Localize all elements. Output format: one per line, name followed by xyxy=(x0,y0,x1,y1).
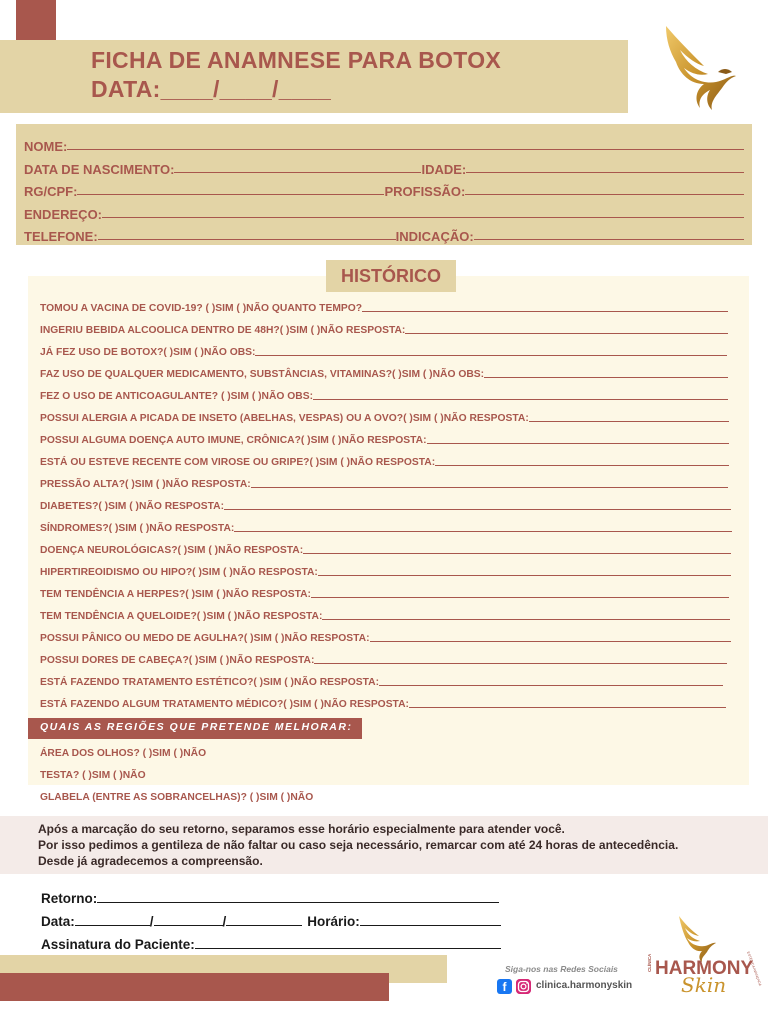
question-row[interactable]: PRESSÃO ALTA?( )SIM ( )NÃO RESPOSTA: xyxy=(40,476,728,490)
question-row[interactable]: POSSUI ALGUMA DOENÇA AUTO IMUNE, CRÔNICA?( )SIM ( )NÃO RESPOSTA: xyxy=(40,432,729,446)
instagram-icon[interactable] xyxy=(516,979,531,994)
harmony-skin-logo xyxy=(645,912,763,1002)
answer-line[interactable] xyxy=(379,685,723,686)
question-row[interactable]: ESTÁ OU ESTEVE RECENTE COM VIROSE OU GRIPE?( )SIM ( )NÃO RESPOSTA: xyxy=(40,454,729,468)
answer-line[interactable] xyxy=(405,333,728,334)
svg-text:CLÍNICA: CLÍNICA xyxy=(647,953,652,972)
referral-label: INDICAÇÃO: xyxy=(395,228,474,244)
id-field[interactable] xyxy=(77,194,384,195)
return-field[interactable] xyxy=(97,902,499,903)
date-year-field[interactable] xyxy=(226,925,302,926)
time-label: Horário: xyxy=(307,914,360,929)
date-month-field[interactable] xyxy=(154,925,223,926)
answer-line[interactable] xyxy=(370,641,731,642)
phone-field[interactable] xyxy=(98,239,396,240)
instagram-handle[interactable]: clinica.harmonyskin xyxy=(536,980,633,991)
answer-line[interactable] xyxy=(303,553,731,554)
svg-text:ESTÉTICA AVANÇADA: ESTÉTICA AVANÇADA xyxy=(746,950,763,987)
question-row[interactable]: INGERIU BEBIDA ALCOOLICA DENTRO DE 48H?( )SIM ( )NÃO RESPOSTA: xyxy=(40,322,728,336)
notice-line-2: Por isso pedimos a gentileza de não faltar ou caso seja necessário, remarcar com até 24 horas de antecedência. xyxy=(38,838,679,852)
svg-text:Skin: Skin xyxy=(681,973,727,997)
answer-line[interactable] xyxy=(427,443,729,444)
region-option[interactable]: TESTA? ( )SIM ( )NÃO xyxy=(40,770,146,781)
question-row[interactable]: HIPERTIREOIDISMO OU HIPO?( )SIM ( )NÃO RESPOSTA: xyxy=(40,564,731,578)
answer-line[interactable] xyxy=(313,399,728,400)
notice-line-1: Após a marcação do seu retorno, separamos esse horário especialmente para atender você. xyxy=(38,822,565,836)
question-row[interactable]: FEZ O USO DE ANTICOAGULANTE? ( )SIM ( )NÃO OBS: xyxy=(40,388,728,402)
question-row[interactable]: DIABETES?( )SIM ( )NÃO RESPOSTA: xyxy=(40,498,731,512)
question-row[interactable]: POSSUI ALERGIA A PICADA DE INSETO (ABELHAS, VESPAS) OU A OVO?( )SIM ( )NÃO RESPOSTA: xyxy=(40,410,729,424)
address-label: ENDEREÇO: xyxy=(24,206,103,222)
profession-field[interactable] xyxy=(465,194,744,195)
region-option[interactable]: ÁREA DOS OLHOS? ( )SIM ( )NÃO xyxy=(40,748,207,759)
question-row[interactable]: TEM TENDÊNCIA A QUELOIDE?( )SIM ( )NÃO RESPOSTA: xyxy=(40,608,730,622)
bird-logo-icon xyxy=(660,22,740,114)
answer-line[interactable] xyxy=(255,355,727,356)
question-row[interactable]: ESTÁ FAZENDO TRATAMENTO ESTÉTICO?( )SIM ( )NÃO RESPOSTA: xyxy=(40,674,723,688)
signature-label: Assinatura do Paciente: xyxy=(41,937,195,952)
answer-line[interactable] xyxy=(311,597,729,598)
regions-title: QUAIS AS REGIÕES QUE PRETENDE MELHORAR: xyxy=(40,721,353,733)
svg-text:HARMONY: HARMONY xyxy=(655,958,754,979)
signature-field[interactable] xyxy=(195,948,501,949)
question-row[interactable]: POSSUI PÂNICO OU MEDO DE AGULHA?( )SIM ( )NÃO RESPOSTA: xyxy=(40,630,731,644)
facebook-icon[interactable]: f xyxy=(497,979,512,994)
title-band xyxy=(0,40,628,113)
date-label: Data: xyxy=(41,914,75,929)
age-field[interactable] xyxy=(466,172,744,173)
question-row[interactable]: ESTÁ FAZENDO ALGUM TRATAMENTO MÉDICO?( )SIM ( )NÃO RESPOSTA: xyxy=(40,696,726,710)
return-row xyxy=(41,888,499,906)
date-day-field[interactable] xyxy=(75,925,150,926)
birthdate-label: DATA DE NASCIMENTO: xyxy=(24,161,175,177)
answer-line[interactable] xyxy=(529,421,729,422)
answer-line[interactable] xyxy=(322,619,730,620)
date-field-label: DATA:____/____/____ xyxy=(91,76,332,102)
question-row[interactable]: TEM TENDÊNCIA A HERPES?( )SIM ( )NÃO RESPOSTA: xyxy=(40,586,729,600)
phone-label: TELEFONE: xyxy=(24,228,98,244)
name-field[interactable] xyxy=(67,149,744,150)
question-row[interactable]: FAZ USO DE QUALQUER MEDICAMENTO, SUBSTÂNCIAS, VITAMINAS?( )SIM ( )NÃO OBS: xyxy=(40,366,728,380)
regions-header xyxy=(28,718,362,739)
social-title: Siga-nos nas Redes Sociais xyxy=(505,964,618,974)
name-label: NOME: xyxy=(24,139,68,155)
history-title: HISTÓRICO xyxy=(326,260,456,292)
profession-label: PROFISSÃO: xyxy=(384,184,466,200)
answer-line[interactable] xyxy=(484,377,728,378)
answer-line[interactable] xyxy=(409,707,726,708)
time-field[interactable] xyxy=(360,925,501,926)
answer-line[interactable] xyxy=(318,575,731,576)
date-time-row: Data: / / Horário: xyxy=(41,911,501,929)
address-field[interactable] xyxy=(102,217,744,218)
patient-info-box xyxy=(16,124,752,245)
question-row[interactable]: TOMOU A VACINA DE COVID-19? ( )SIM ( )NÃO QUANTO TEMPO? xyxy=(40,300,728,314)
id-label: RG/CPF: xyxy=(24,184,78,200)
return-label: Retorno: xyxy=(41,891,98,906)
age-label: IDADE: xyxy=(421,161,467,177)
answer-line[interactable] xyxy=(362,311,728,312)
answer-line[interactable] xyxy=(234,531,732,532)
answer-line[interactable] xyxy=(435,465,729,466)
notice-box xyxy=(0,816,768,874)
referral-field[interactable] xyxy=(474,239,744,240)
answer-line[interactable] xyxy=(224,509,731,510)
notice-line-3: Desde já agradecemos a compreensão. xyxy=(38,854,263,868)
bottom-band-brown xyxy=(0,973,389,1001)
question-row[interactable]: DOENÇA NEUROLÓGICAS?( )SIM ( )NÃO RESPOSTA: xyxy=(40,542,731,556)
answer-line[interactable] xyxy=(251,487,728,488)
region-option[interactable]: GLABELA (ENTRE AS SOBRANCELHAS)? ( )SIM ( )NÃO xyxy=(40,792,314,803)
page-title: FICHA DE ANAMNESE PARA BOTOX xyxy=(91,47,502,73)
answer-line[interactable] xyxy=(314,663,727,664)
question-row[interactable]: POSSUI DORES DE CABEÇA?( )SIM ( )NÃO RESPOSTA: xyxy=(40,652,727,666)
signature-row xyxy=(41,934,501,952)
question-row[interactable]: JÁ FEZ USO DE BOTOX?( )SIM ( )NÃO OBS: xyxy=(40,344,727,358)
question-row[interactable]: SÍNDROMES?( )SIM ( )NÃO RESPOSTA: xyxy=(40,520,732,534)
birthdate-field[interactable] xyxy=(174,172,421,173)
